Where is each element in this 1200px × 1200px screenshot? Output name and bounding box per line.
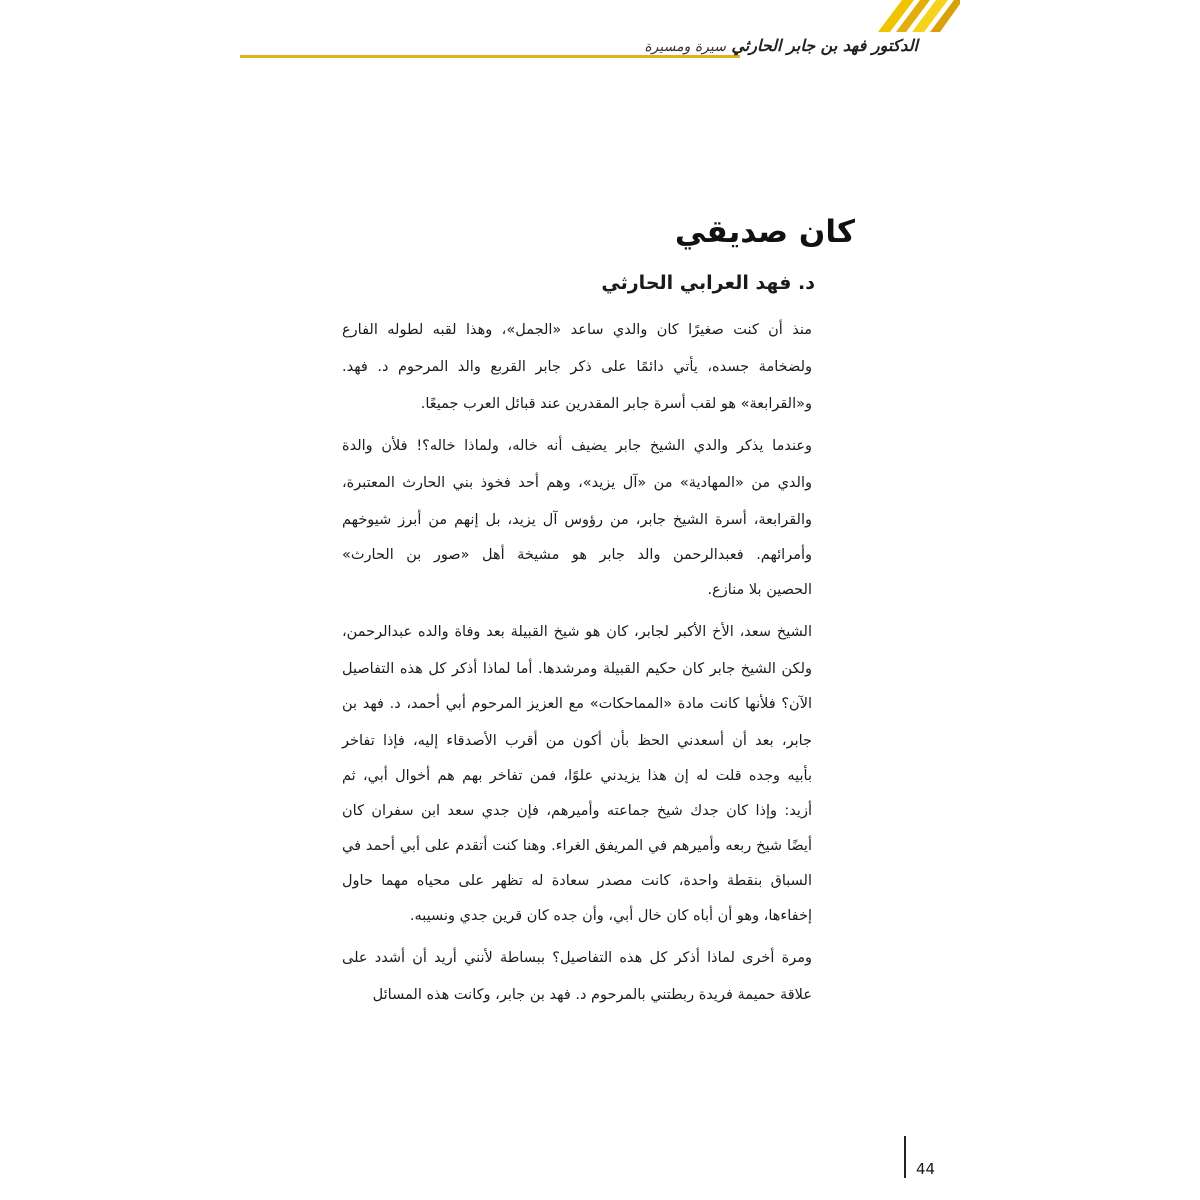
page-number: 44 bbox=[916, 1160, 936, 1178]
paragraph-line: الحصين بلا منازع. bbox=[707, 582, 812, 598]
paragraph-line: وعندما يذكر والدي الشيخ جابر يضيف أنه خاله، ولماذا خاله؟! فلأن والدة bbox=[342, 438, 812, 454]
paragraph-line: والقرابعة، أسرة الشيخ جابر، من رؤوس آل يزيد، بل إنهم من أبرز شيوخهم bbox=[342, 512, 812, 528]
paragraph-line: والدي من «المهادية» من «آل يزيد»، وهم أحد فخوذ بني الحارث المعتبرة، bbox=[342, 475, 812, 491]
book-subtitle: سيرة ومسيرة bbox=[644, 39, 726, 55]
paragraph-line: وأمرائهم. فعبدالرحمن والد جابر هو مشيخة أهل «صور بن الحارث» bbox=[342, 547, 812, 563]
paragraph-line: منذ أن كنت صغيرًا كان والدي ساعد «الجمل»، وهذا لقبه لطوله الفارع bbox=[342, 322, 812, 338]
article-title: كان صديقي bbox=[674, 214, 855, 250]
paragraph-line: الشيخ سعد، الأخ الأكبر لجابر، كان هو شيخ القبيلة بعد وفاة والده عبدالرحمن، bbox=[342, 624, 812, 640]
paragraph-line: إخفاءها، وهو أن أباه كان خال أبي، وأن جده كان قرين جدي ونسيبه. bbox=[409, 908, 812, 924]
paragraph-line: و«القرابعة» هو لقب أسرة جابر المقدرين عند قبائل العرب جميعًا. bbox=[420, 396, 812, 412]
paragraph-line: بأبيه وجده قلت له إن هذا يزيدني علوًا، فمن تفاخر بهم هم أخوال أبي، ثم bbox=[342, 768, 812, 784]
paragraph-line: أيضًا شيخ ربعه وأميرهم في المريفق الغراء. وهنا كنت أتقدم على أبي أحمد في bbox=[342, 838, 812, 854]
paragraph-line: جابر، بعد أن أسعدني الحظ بأن أكون من أقرب الأصدقاء إليه، فإذا تفاخر bbox=[342, 733, 812, 749]
article-author: د. فهد العرابي الحارثي bbox=[601, 272, 815, 294]
paragraph-line: أزيد: وإذا كان جدك شيخ جماعته وأميرهم، فإن جدي سعد ابن سفران كان bbox=[342, 803, 812, 819]
page-number-rule bbox=[904, 1136, 906, 1178]
paragraph-line: الآن؟ فلأنها كانت مادة «المماحكات» مع العزيز المرحوم أبي أحمد، د. فهد بن bbox=[342, 696, 812, 712]
paragraph-line: ولضخامة جسده، يأتي دائمًا على ذكر جابر القربع والد المرحوم د. فهد. bbox=[342, 359, 812, 375]
paragraph-line: السباق بنقطة واحدة، كانت مصدر سعادة له تظهر على محياه مهما حاول bbox=[342, 873, 812, 889]
paragraph-line: ومرة أخرى لماذا أذكر كل هذه التفاصيل؟ ببساطة لأنني أريد أن أشدد على bbox=[342, 950, 812, 966]
paragraph-line: ولكن الشيخ جابر كان حكيم القبيلة ومرشدها. أما لماذا أذكر كل هذه التفاصيل bbox=[342, 661, 812, 677]
book-title: الدكتور فهد بن جابر الحارثي bbox=[731, 36, 918, 55]
paragraph-line: علاقة حميمة فريدة ربطتني بالمرحوم د. فهد بن جابر، وكانت هذه المسائل bbox=[372, 987, 812, 1003]
